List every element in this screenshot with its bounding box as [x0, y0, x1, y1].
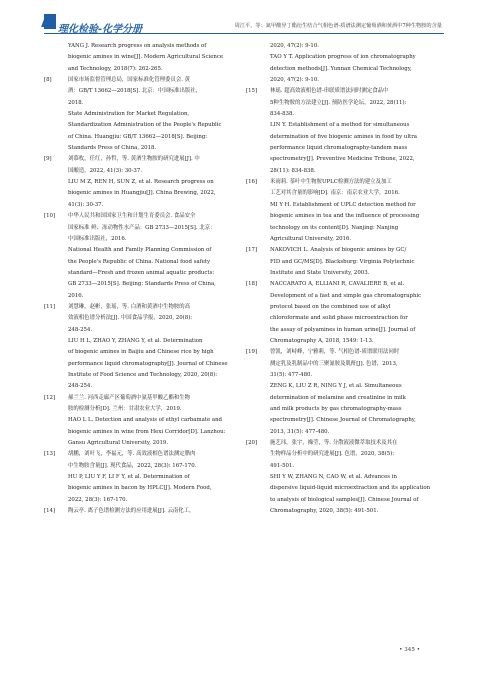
reference-line: the People's Republic of China. National food safety [68, 258, 211, 265]
page-number: • 345 • [399, 647, 420, 653]
reference-line: LIN Y. Establishment of a method for simultaneous [270, 122, 410, 129]
reference-line: 施艺玮，张宇，操莹，等. 分散液液微萃取技术及其在 [270, 440, 398, 447]
reference-line: biogenic amines in tea and the influence of processing [270, 213, 420, 220]
reference-number: [14] [44, 508, 56, 515]
reference-entry [246, 86, 440, 177]
reference-line: Standardization Administration of the People's Republic [68, 122, 222, 129]
reference-entry [44, 75, 238, 154]
reference-number: [10] [44, 213, 56, 220]
reference-line: ZENG K, LIU Z R, NING Y J, et al. Simultaneous [270, 383, 402, 390]
reference-line: to analysis of biological samples[J]. Chinese Journal of [270, 496, 419, 503]
reference-line: 中华人民共和国国家卫生和计划生育委员会. 食品安全 [68, 213, 196, 220]
reference-line: biogenic amines in wine[J]. Modern Agricultural Science [68, 54, 224, 61]
reference-line: 2020, 47(2): 9-10. [270, 77, 319, 84]
reference-line: 胺的检测分析[D]. 兰州：甘肃农业大学，2019. [68, 406, 182, 412]
reference-line: 248-254. [68, 383, 93, 390]
reference-line: National Health and Family Planning Commission of [68, 247, 212, 254]
reference-number: [8] [44, 77, 52, 84]
reference-entry [44, 41, 238, 75]
reference-line: chloroformate and solid phase microextraction for [270, 315, 408, 322]
reference-line: protocol based on the combined use of alkyl [270, 303, 391, 310]
reference-line: 中国标准出版社，2016. [68, 235, 127, 242]
reference-line: 酒：GB/T 13662—2018[S]. 北京：中国标准出版社， [68, 88, 202, 95]
reference-entry [246, 279, 440, 347]
reference-line: 国酿造，2022, 41(3): 30-37. [68, 167, 142, 174]
reference-number: [9] [44, 156, 52, 163]
reference-number: [15] [246, 88, 258, 95]
reference-line: Chromatography, 2020, 38(5): 491-501. [270, 508, 379, 515]
reference-line: of China. Huangjiu: GB/T 13662—2018[S]. Beijing: [68, 133, 208, 140]
reference-line: dispersive liquid-liquid microextraction and its application [270, 485, 431, 492]
header-rule [44, 33, 444, 34]
reference-line: NACCARATO A, ELLIANI R, CAVALIERE B, et al. [270, 281, 405, 288]
reference-line: 国家标准 鲜、冻动物性水产品：GB 2733—2015[S]. 北京： [68, 224, 216, 231]
reference-number: [16] [246, 179, 258, 186]
reference-entry [44, 211, 238, 302]
reference-line: biogenic amines in wine from Hexi Corridor[D]. Lanzhou: [68, 428, 226, 435]
reference-line: 2020, 47(2): 9-10. [270, 43, 319, 49]
reference-line: HU P, LIU Y F, LI F Y, et al. Determination of [68, 474, 190, 481]
reference-line: 中生物胺含量[J]. 现代食品，2022, 28(3): 167-170. [68, 462, 197, 469]
reference-line: SHI Y W, ZHANG N, CAO W, et al. Advances in [270, 474, 397, 481]
reference-line: 胡鹏，刘叶飞，李福元，等. 高效液相色谱法测定腊肉 [68, 451, 196, 458]
reference-line: technology on its content[D]. Nanjing: Nanjing [270, 224, 399, 231]
reference-line: Agricultural University, 2016. [270, 235, 352, 242]
reference-line: 生物样品分析中的研究进展[J]. 色谱，2020, 38(5): [270, 451, 395, 458]
left-column [44, 41, 238, 517]
reference-line: 国家市场监督管理总局，国家标准化管理委员会. 黄 [68, 77, 191, 84]
reference-number: [18] [246, 281, 258, 288]
reference-entry [44, 449, 238, 506]
reference-line: the assay of polyamines in human urine[J]. Journal of [270, 326, 416, 333]
reference-line: 工艺对其含量的影响[D]. 南京：南京农业大学，2016. [270, 190, 400, 197]
reference-line: spectrometry[J]. Preventive Medicine Tribune, 2022, [270, 156, 415, 163]
reference-line: YANG J. Research progress on analysis methods of [68, 43, 207, 49]
reference-line: 2016. [68, 292, 84, 299]
reference-number: [19] [246, 349, 258, 356]
reference-line: and Technology, 2018(7): 262-265. [68, 65, 163, 72]
reference-entry [44, 302, 238, 393]
reference-line: 2018. [68, 99, 84, 106]
reference-line: detection methods[J]. Yunnan Chemical Technology, [270, 65, 412, 72]
reference-line: TAO Y T. Application progress of ion chromatography [270, 54, 416, 61]
reference-line: 刘慕枚，任红，孙哲，等. 黄酒生物胺的研究进展[J]. 中 [68, 156, 200, 163]
reference-line: performance liquid chromatography[J]. Journal of Chinese [68, 360, 228, 367]
reference-line: 834-838. [270, 111, 295, 118]
reference-entry [44, 393, 238, 450]
reference-line: 491-501. [270, 462, 295, 469]
reference-line: MI Y H. Establishment of UPLC detection method for [270, 201, 416, 208]
reference-line: 林瑶. 超高效液相色谱-串联质谱法同时测定食品中 [270, 88, 389, 95]
reference-entry [246, 347, 440, 438]
reference-line: 5种生物胺的方法建立[J]. 预防医学论坛，2022, 28(11): [270, 99, 407, 106]
reference-line: 陶云亭. 离子色谱检测方法的应用进展[J]. 云南化工， [68, 508, 195, 515]
reference-line: 米雨莉. 茶叶中生物胺UPLC检测方法的建立及加工 [270, 179, 392, 186]
reference-line: HAO L L. Detection and analysis of ethyl carbamate and [68, 417, 222, 424]
reference-line: 41(3): 30-37. [68, 201, 104, 208]
reference-number: [17] [246, 247, 258, 254]
reference-line: 248-254. [68, 326, 93, 333]
reference-line: Chromatography A, 2018, 1549: 1-13. [270, 337, 374, 344]
reference-line: standard—Fresh and frozen animal aquatic products: [68, 269, 215, 276]
reference-line: Gansu Agricultural University, 2019. [68, 440, 169, 447]
reference-entry [246, 41, 440, 86]
right-column [246, 41, 440, 517]
reference-line: 测定乳及乳制品中的三聚氰胺及肌酐[J]. 色谱，2013, [270, 360, 398, 367]
reference-line: 刘慧琳，赵彬，张瑶，等. 白酒和黄酒中生物胺的高 [68, 303, 191, 310]
reference-entry [246, 245, 440, 279]
reference-line: determination of five biogenic amines in food by ultra [270, 133, 418, 140]
reference-line: Institute of Food Science and Technology, 2020, 20(8): [68, 371, 218, 378]
journal-logo-icon: A [41, 11, 55, 32]
reference-number: [20] [246, 440, 258, 447]
reference-entry [44, 154, 238, 211]
reference-number: [12] [44, 394, 56, 401]
reference-line: performance liquid chromatography-tandem mass [270, 145, 408, 152]
reference-line: Development of a fast and simple gas chromatographic [270, 292, 422, 299]
running-title: 周江平，等：氮甲酸异丁酯衍生结合气相色谱-质谱法测定葡萄酒和黄酒中7种生物胺的含量 [234, 23, 442, 29]
reference-line: 效液相色谱分析法[J]. 中国食品学报，2020, 20(8): [68, 315, 193, 322]
reference-number: [13] [44, 451, 56, 458]
reference-line: 2013, 31(5): 477-480. [270, 428, 330, 435]
reference-entry [44, 506, 238, 517]
reference-line: GB 2733—2015[S]. Beijing: Standards Press of China, [68, 281, 216, 288]
reference-line: 曾凯，刘峙峰，宁雅莉，等. 气相色谱-质谱联用法同时 [270, 349, 400, 356]
reference-number: [11] [44, 303, 56, 310]
reference-line: of biogenic amines in Baijiu and Chinese rice by high [68, 349, 214, 356]
reference-line: FID and GC/MS[D]. Blacksburg: Virginia Polytechnic [270, 258, 415, 265]
reference-line: and milk products by gas chromatography-mass [270, 406, 402, 412]
reference-line: Institute and State University, 2003. [270, 269, 370, 276]
reference-line: determination of melamine and creatinine in milk [270, 394, 406, 401]
reference-line: Standards Press of China, 2018. [68, 145, 157, 152]
journal-name: 理化检验-化学分册 [58, 24, 143, 35]
reference-line: LIU H L, ZHAO Y, ZHANG Y, et al. Determination [68, 337, 203, 344]
reference-line: 31(5): 477-480. [270, 371, 313, 378]
reference-entry [246, 438, 440, 517]
page-header [0, 0, 480, 40]
reference-line: State Administration for Market Regulation, [68, 111, 190, 118]
reference-entry [246, 177, 440, 245]
reference-line: NAKOVICH L. Analysis of biogenic amines by GC/ [270, 247, 407, 254]
reference-line: LIU M Z, REN H, SUN Z, et al. Research progress on [68, 179, 214, 186]
reference-line: 郝兰兰. 河西走廊产区葡萄酒中氨基甲酸乙酯和生物 [68, 394, 191, 401]
reference-line: biogenic amines in bacon by HPLC[J]. Modern Food, [68, 485, 212, 492]
reference-line: biogenic amines in Huangjiu[J]. China Brewing, 2022, [68, 190, 216, 197]
reference-line: 28(11): 834-838. [270, 167, 316, 174]
reference-line: spectrometry[J]. Chinese Journal of Chromatography, [270, 417, 416, 424]
reference-line: 2022, 28(3): 167-170. [68, 496, 128, 503]
